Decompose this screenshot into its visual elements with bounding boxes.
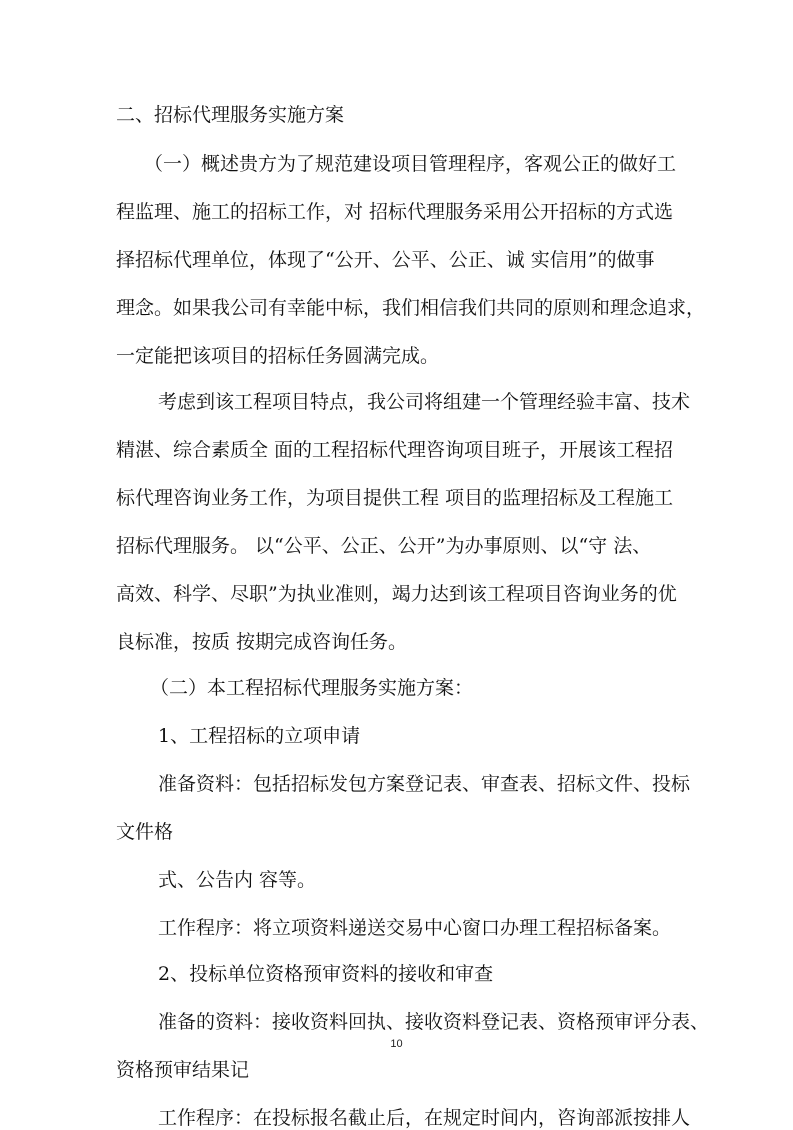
item-heading: 2、投标单位资格预审资料的接收和审查 xyxy=(158,963,494,985)
paragraph-line: 准备资料：包括招标发包方案登记表、审查表、招标文件、投标 xyxy=(158,773,691,795)
paragraph-line: 资格预审结果记 xyxy=(116,1059,250,1081)
page-number: 10 xyxy=(390,1038,403,1050)
paragraph-line: 标代理咨询业务工作，为项目提供工程 项目的监理招标及工程施工 xyxy=(116,487,674,509)
paragraph-line: 程监理、施工的招标工作，对 招标代理服务采用公开招标的方式选 xyxy=(116,201,674,223)
paragraph-line: 工作程序：将立项资料递送交易中心窗口办理工程招标备案。 xyxy=(158,917,672,939)
paragraph-line: 高效、科学、尽职”为执业准则，竭力达到该工程项目咨询业务的优 xyxy=(116,583,677,605)
paragraph-line: 良标准，按质 按期完成咨询任务。 xyxy=(116,631,408,653)
subsection-heading: （二）本工程招标代理服务实施方案： xyxy=(150,677,474,699)
paragraph-line: 理念。如果我公司有幸能中标，我们相信我们共同的原则和理念追求， xyxy=(116,297,706,319)
paragraph-line: 准备的资料：接收资料回执、接收资料登记表、资格预审评分表、 xyxy=(158,1011,710,1033)
paragraph-line: 考虑到该工程项目特点，我公司将组建一个管理经验丰富、技术 xyxy=(158,391,691,413)
paragraph-line: 工作程序：在投标报名截止后，在规定时间内，咨询部派按排人 xyxy=(158,1107,691,1129)
paragraph-line: 一定能把该项目的招标任务圆满完成。 xyxy=(116,345,440,367)
paragraph-line: 择招标代理单位，体现了“公开、公平、公正、诚 实信用”的做事 xyxy=(116,249,655,271)
paragraph-line: 招标代理服务。 以“公平、公正、公开”为办事原则、以“守 法、 xyxy=(116,535,652,557)
section-heading: 二、招标代理服务实施方案 xyxy=(116,104,345,126)
paragraph-line: 精湛、综合素质全 面的工程招标代理咨询项目班子，开展该工程招 xyxy=(116,439,674,461)
paragraph-line: （一）概述贵方为了规范建设项目管理程序，客观公正的做好工 xyxy=(144,153,677,175)
paragraph-line: 式、公告内 容等。 xyxy=(158,869,317,891)
item-heading: 1、工程招标的立项申请 xyxy=(158,725,361,747)
paragraph-line: 文件格 xyxy=(116,821,174,843)
